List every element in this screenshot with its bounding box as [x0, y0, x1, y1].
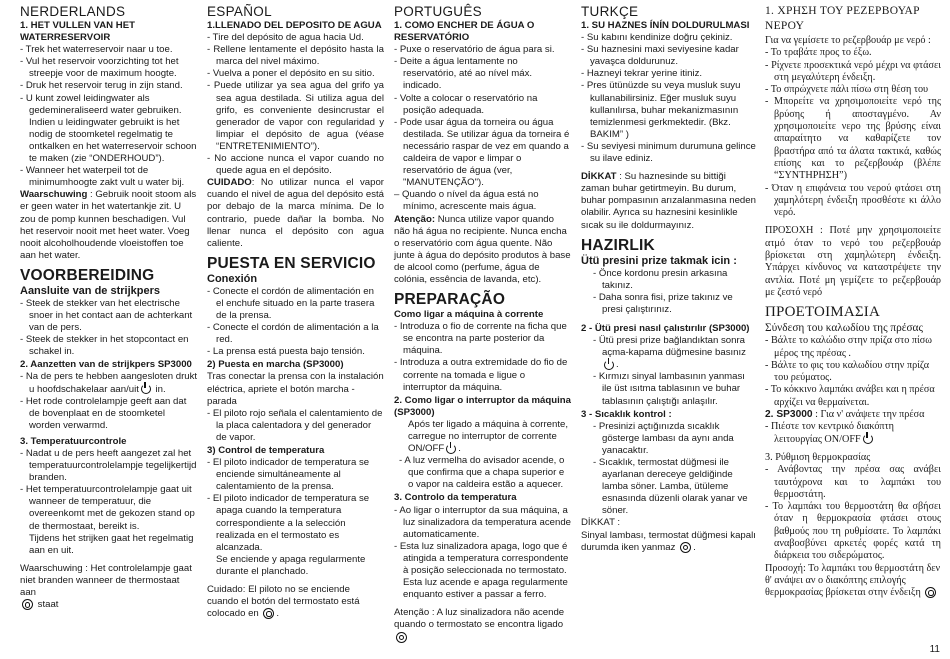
power-icon	[141, 384, 151, 394]
list-item: - Nadat u de pers heeft aangezet zal het temperatuurcontrolelampje tegelijkertijd branden.	[20, 448, 197, 484]
language-heading: TURKÇE	[581, 4, 639, 19]
section-heading-preparation: VOORBEREIDING	[20, 266, 155, 284]
switch-on-text	[394, 419, 571, 455]
subheading-connection: Conexión	[207, 272, 258, 285]
list-item-text-end: in.	[152, 383, 166, 395]
list-item	[20, 371, 198, 395]
language-heading: NERDERLANDS	[20, 4, 126, 19]
list-item: - Ανάβοντας την πρέσα σας ανάβει ταυτόχρονα και το λαμπάκι του θερμοστάτη.	[765, 464, 941, 500]
final-warning-end: staat	[35, 599, 59, 611]
connection-list	[207, 286, 384, 359]
list-item: - No accione nunca el vapor cuando no quede agua en el depósito.	[207, 153, 384, 177]
list-item: - Το σπρώχνετε πάλι πίσω στη θέση του	[765, 84, 929, 96]
connection-list	[581, 268, 756, 316]
warning-label: DİKKAT	[581, 171, 617, 183]
fill-instructions-list	[765, 47, 941, 219]
switch-on-text-body: Após ter ligado a máquina à corrente, carregue no interruptor de corrente ON/OFF	[408, 418, 568, 455]
language-heading: ESPAÑOL	[207, 4, 272, 19]
temperature-note: Tijdens het strijken gaat het regelmatig aan en uit.	[29, 532, 194, 556]
list-item: - Steek de stekker van het electrische snoer in het contact aan de achterkant van de pers.	[20, 297, 193, 334]
list-item: - Pres ütünüzde su veya musluk suyu kullanabilirsiniz. Eğer musluk suyu kullanılırsa, buhar mekanizmasının temizlenmesi gerkmektedir. (Bkz. BAKIM” )	[581, 80, 741, 140]
temperature-note: Esta luz acende e apaga regularmente enquanto estiver a passar a ferro.	[403, 577, 568, 601]
switch-on-list	[394, 455, 571, 491]
section-heading-preparation: PREPARAÇÃO	[394, 291, 506, 309]
fill-instructions-list	[394, 44, 571, 213]
list-item: - Το τραβάτε προς το έξω.	[765, 47, 872, 59]
list-item: - Su seviyesi minimum durumuna gelince su ilave ediniz.	[581, 140, 756, 165]
warning-paragraph	[207, 177, 384, 250]
list-item-text: - Ütü presi prize bağlandıktan sonra açma-kapama düğmesine basınız	[593, 335, 746, 359]
warning-label-2: DİKKAT :	[581, 517, 621, 529]
thermostat-symbol-icon	[396, 632, 407, 643]
list-item: - Puede utilizar ya sea agua del grifo ya sea agua destilada. Si utiliza agua del grifo, es conveniente desincrustar el generador de vapor con regularidad y limpiar el depósito de agua (véase “ENTRETENIMIENTO”).	[207, 80, 384, 152]
list-item: - Su kabını kendinize doğru çekiniz.	[581, 32, 733, 44]
language-heading: 1. ΧΡΗΣΗ ΤΟΥ ΡΕΖΕΡΒΟΥΑΡ ΝΕΡΟΥ	[765, 5, 920, 32]
thermostat-symbol-icon	[680, 542, 691, 553]
subheading-temperature: 3 - Sıcaklık kontrol :	[581, 408, 672, 420]
subheading-connection: Como ligar a máquina à corrente	[394, 309, 544, 321]
power-icon	[446, 444, 456, 454]
list-item: - Daha sonra fisi, prize takınız ve presi çalıştırınız.	[593, 291, 733, 315]
list-item	[593, 335, 756, 371]
list-item: - U kunt zowel leidingwater als gedemineraliseerd water gebruiken. Indien u leidingwater gebruikt is het nodig de stoomketel regelmatig te ontkalken en het waterreservoir schoon te maken (zie “ONDERHOUD”).	[20, 92, 197, 165]
list-item: - Rellene lentamente el depósito hasta la marca del nivel máximo.	[207, 44, 384, 68]
switch-on-list	[207, 408, 384, 444]
section-title-water-reservoir: 1. SU HAZNES ÍNÍN DOLDURULMASI	[581, 20, 750, 31]
fill-instructions-list	[207, 32, 384, 177]
list-item: - Το λαμπάκι του θερμοστάτη θα σβήσει όταν η θερμοκρασία φτάσει στους βαθμούς που τη ρυθμίσατε. Το λαμπάκι αναβοσβύνει αρκετές φορές κατά τη διάρκεια του σιδερώματος.	[765, 501, 941, 562]
warning-text: : Su haznesinde su bittiği zaman buhar getirtmeyin. Bu durum, buhar pompasının arızalanmasına neden olabilir. Ayrıca su haznesini kesinlikle sıcak su ile doldurmayınız.	[581, 171, 756, 231]
final-warning	[207, 584, 384, 620]
subheading-switch-on: 2. Aanzetten van de strijkpers SP3000	[20, 359, 192, 371]
list-item: - Ρίχνετε προσεκτικά νερό μέχρι να φτάσει στη μεγαλύτερη ένδειξη.	[765, 59, 941, 83]
connection-list	[394, 321, 571, 394]
list-item: - Introduza o fio de corrente na ficha que se encontra na parte posterior da máquina.	[394, 321, 567, 357]
list-item: - Το κόκκινο λαμπάκι ανάβει και η πρέσα αρχίζει να θερμαίνεται.	[765, 384, 935, 408]
warning-paragraph	[581, 171, 756, 231]
subheading-switch-on-model: 2. SP3000	[765, 409, 813, 421]
list-item: - Tire del depósito de agua hacia Ud.	[207, 32, 364, 44]
list-item: - Önce kordonu presin arkasına takınız.	[593, 267, 728, 291]
power-icon	[604, 360, 614, 370]
switch-on-list	[765, 421, 941, 446]
list-item: - Presinizi açtığınızda sıcaklık gösterge lambası da aynı anda yanacaktır.	[593, 420, 734, 456]
final-warning	[765, 563, 941, 600]
warning-text: : Ποτέ μην χρησιμοποιείτε ατμό όταν το νερό του ρεζερβουάρ βρίσκεται στη χαμηλώτερη ένδειξη. Υπάρχει κίνδυνος να καταστρέψετε την αντλία. Ποτέ μη γεμίζετε το ρεζερβουάρ με ζεστό νερό	[765, 225, 941, 298]
subheading-connection: Σύνδεση του καλωδίου της πρέσας	[765, 322, 923, 335]
warning-paragraph	[765, 225, 941, 299]
section-title-water-reservoir: 1.LLENADO DEL DEPOSITO DE AGUA	[207, 20, 382, 31]
final-warning-end: .	[276, 608, 280, 620]
section-heading-preparation: ΠΡΟΕΤΟΙΜΑΣΙΑ	[765, 304, 881, 321]
list-item: - Het rode controlelampje geeft aan dat de bovenplaat en de stoomketel worden verwarmd.	[20, 395, 187, 431]
warning-text: : Gebruik nooit stoom als er geen water in het watertankje zit. U zou de pomp kunnen beschadigen. Vul het reservoir nooit met heet water. Voeg nooit alcoholhoudende vloeistoffen toe aan het water.	[20, 189, 197, 261]
list-item-text: - Na de pers te hebben aangesloten drukt u hoofdschakelaar aan/uit	[20, 371, 198, 395]
final-warning	[20, 563, 198, 611]
warning-label: ΠΡΟΣΟΧΗ	[765, 225, 814, 237]
temperature-note: Se enciende y apaga regularmente durante el planchado.	[216, 553, 366, 577]
switch-on-text-end: .	[458, 443, 461, 455]
warning-text: : No utilizar nunca el vapor cuando el nivel de agua del depósito está por debajo de la marca mínima. De lo contrario, puede dañar la bomba. No llenar nunca el depósito con agua caliente.	[207, 177, 384, 249]
temperature-list	[765, 464, 941, 562]
list-item: - Vuelva a poner el depósito en su sitio.	[207, 68, 375, 80]
list-item: - Conecte el cordón de alimentación en el enchufe situado en la parte trasera de la prensa.	[207, 285, 375, 321]
list-item: - Het temperatuurcontrolelampje gaat uit wanneer de temperatuur, die overeenkomt met de gekozen stand op de thermostaat, bereikt is.	[20, 484, 195, 532]
list-item: - Sıcaklık, termostat düğmesi ile ayarlanan dereceye geldiğinde lamba söner. Lamba, ütüleme esnasında düzenli olarak yanar ve söner.	[593, 457, 748, 517]
subheading-switch-on: 2. Como ligar o interruptor da máquina (SP3000)	[394, 394, 571, 418]
list-item-text-end: .	[616, 359, 619, 371]
section-heading-preparation: HAZIRLIK	[581, 236, 655, 254]
list-item: - El piloto indicador de temperatura se apaga cuando la temperatura correspondiente a la selección realizada en el termostato es alcanzada.	[207, 493, 370, 553]
column-spanish	[207, 4, 384, 620]
list-item: - Όταν η επιφάνεια του νερού φτάσει στη χαμηλότερη ένδειξη προσθέστε κι άλλο νερό.	[765, 182, 941, 219]
page-number: 11	[929, 644, 940, 655]
warning-label: Atenção:	[394, 213, 436, 225]
final-warning-end: .	[693, 541, 696, 553]
list-item: - Introduza a outra extremidade do fio de corrente na tomada e ligue o interruptor da máquina.	[394, 357, 568, 393]
temperature-list	[394, 505, 571, 578]
section-title-water-reservoir: 1. COMO ENCHER DE ÁGUA O RESERVATÓRIO	[394, 20, 535, 44]
final-warning	[581, 530, 756, 554]
final-warning-text: Cuidado: El piloto no se enciende cuando el botón del termostato está colocado en	[207, 584, 360, 620]
subheading-temperature: 3. Temperatuurcontrole	[20, 435, 127, 447]
list-item: - Kırmızı sinyal lambasının yanması ile üst ısıtma tablasının ve buhar tablasının çalıştığı anlaşılır.	[593, 371, 745, 407]
list-item: - Βάλτε το καλώδιο στην πρίζα στο πίσω μέρος της πρέσας .	[765, 335, 932, 359]
list-item: – Quando o nível da água está no mínimo, acrescente mais água.	[394, 189, 539, 213]
subheading-switch-on-text: : Για ν' ανάψετε την πρέσα	[812, 409, 925, 421]
subheading-switch-on	[765, 409, 941, 421]
list-item: - Wanneer het waterpeil tot de minimumhoogte zakt vult u water bij.	[20, 165, 185, 189]
list-item: - Βάλτε το φις του καλωδίου στην πρίζα του ρεύματος.	[765, 359, 930, 384]
section-title-water-reservoir: 1. HET VULLEN VAN HET WATERRESERVOIR	[20, 20, 135, 44]
subheading-connection: Ütü presini prize takmak icin :	[581, 254, 737, 267]
list-item: - Hazneyi tekrar yerine itiniz.	[581, 68, 703, 80]
final-warning-label: Προσοχή:	[765, 562, 806, 574]
list-item	[765, 421, 941, 446]
subheading-temperature: 3. Ρύθμιση θερμοκρασίας	[765, 451, 871, 463]
list-item: - Druk het reservoir terug in zijn stand.	[20, 80, 183, 92]
section-heading-preparation: PUESTA EN SERVICIO	[207, 254, 376, 272]
list-item: - El piloto indicador de temperatura se enciende simultáneamente al calentamiento de la prensa.	[207, 457, 370, 493]
list-item: - El piloto rojo señala el calentamiento de la placa calentadora y del generador de vapor.	[207, 407, 383, 443]
warning-label: CUIDADO	[207, 177, 252, 189]
subheading-temperature: 3) Control de temperatura	[207, 445, 325, 456]
final-warning-text: Waarschuwing : Het controlelampje gaat niet branden wanneer de thermostaat aan	[20, 562, 192, 599]
list-item: - Puxe o reservatório de água para si.	[394, 44, 555, 56]
final-warning-text: Sinyal lambası, termostat düğmesi kapalı durumda iken yanmaz	[581, 529, 756, 553]
power-icon	[863, 434, 873, 444]
connection-list	[20, 298, 198, 358]
column-greek	[765, 4, 941, 599]
list-item: - Trek het waterreservoir naar u toe.	[20, 44, 173, 56]
list-item: - La prensa está puesta bajo tensión.	[207, 346, 365, 358]
fill-intro: Για να γεμίσετε το ρεζερβουάρ με νερό :	[765, 35, 931, 46]
warning-paragraph	[394, 214, 571, 287]
fill-instructions-list	[581, 32, 756, 165]
switch-on-list	[581, 335, 756, 408]
list-item: - Vul het reservoir voorzichting tot het streepje voor de maximum hoogte.	[20, 56, 179, 80]
warning-text: Nunca utilize vapor quando não há água no recipiente. Nunca encha o reservatório com água quente. Não junte à água do depósito produtos à base de alcool como (perfume, água de colónia, essência de lavanda, etc).	[394, 213, 571, 285]
warning-paragraph	[20, 189, 198, 262]
subheading-switch-on: 2 - Ütü presi nasıl çalıstırılır (SP3000)	[581, 322, 750, 334]
connection-list	[765, 335, 941, 409]
warning-label: Waarschuwing	[20, 189, 88, 201]
final-warning	[394, 607, 571, 643]
list-item: - Deite a água lentamente no reservatório, até ao nível máx. indicado.	[394, 56, 533, 92]
thermostat-symbol-icon	[22, 599, 33, 610]
final-warning-text: Atenção : A luz sinalizadora não acende quando o termostato se encontra ligado	[394, 607, 565, 631]
fill-instructions-list	[20, 44, 198, 189]
subheading-switch-on: 2) Puesta en marcha (SP3000)	[207, 359, 344, 371]
temperature-list	[207, 457, 384, 554]
language-heading: PORTUGUÊS	[394, 4, 482, 19]
temperature-list	[20, 448, 198, 533]
list-item: - A luz vermelha do avisador acende, o que confirma que a chapa superior e o vapor na caldeira estão a aquecer.	[399, 455, 565, 491]
temperature-list	[581, 421, 756, 518]
subheading-connection: Aansluite van de strijkpers	[20, 284, 160, 297]
switch-on-list	[20, 371, 198, 431]
list-item-text: - Πιέστε τον κεντρικό διακόπτη λειτουργίας ON/OFF	[765, 421, 894, 445]
thermostat-symbol-icon	[925, 587, 936, 598]
column-portuguese	[394, 4, 571, 644]
list-item: - Μπορείτε να χρησιμοποιείτε νερό της βρύσης ή αποσταγμένο. Αν χρησιμοποιείτε νερο της βρύσης είναι απαραίτητο να καθαρίζετε τον βραστήρα από τα άλατα τακτικά, καθώς επίσης και το ρεζερβουάρ (βλέπε “ΣΥΝΤΗΡΗΣΗ”)	[765, 96, 941, 182]
final-warning-text: Το λαμπάκι του θερμοστάτη δεν θ' ανάψει αν ο διακόπτης επιλογής θερμοκρασίας βρίσκεται στην ένδειξη	[765, 562, 941, 599]
list-item: - Steek de stekker in het stopcontact en schakel in.	[20, 334, 189, 358]
subheading-temperature: 3. Controlo da temperatura	[394, 492, 517, 504]
list-item: - Pode usar água da torneira ou água destilada. Se utilizar água da torneira é necessário raspar de vez em quando a caldeira de vapor e limpar o reservatório de água (ver, "MANUTENÇÃO").	[394, 116, 570, 189]
column-dutch	[20, 4, 198, 611]
list-item: - Ao ligar o interruptor da sua máquina, a luz sinalizadora da temperatura acende automaticamente.	[394, 504, 571, 540]
switch-on-text: Tras conectar la prensa con la instalación eléctrica, apriete el botón marcha - parada	[207, 371, 384, 407]
thermostat-symbol-icon	[263, 608, 274, 619]
list-item: - Conecte el cordón de alimentación a la red.	[207, 322, 379, 346]
list-item: - Su haznesini maxi seviyesine kadar yavaşca doldurunuz.	[581, 44, 739, 68]
list-item: - Volte a colocar o reservatório na posição adequada.	[394, 92, 538, 116]
column-turkish	[581, 4, 756, 554]
list-item: - Esta luz sinalizadora apaga, logo que é atingida a temperatura correspondente à posição seleccionada no termostato.	[394, 540, 569, 577]
